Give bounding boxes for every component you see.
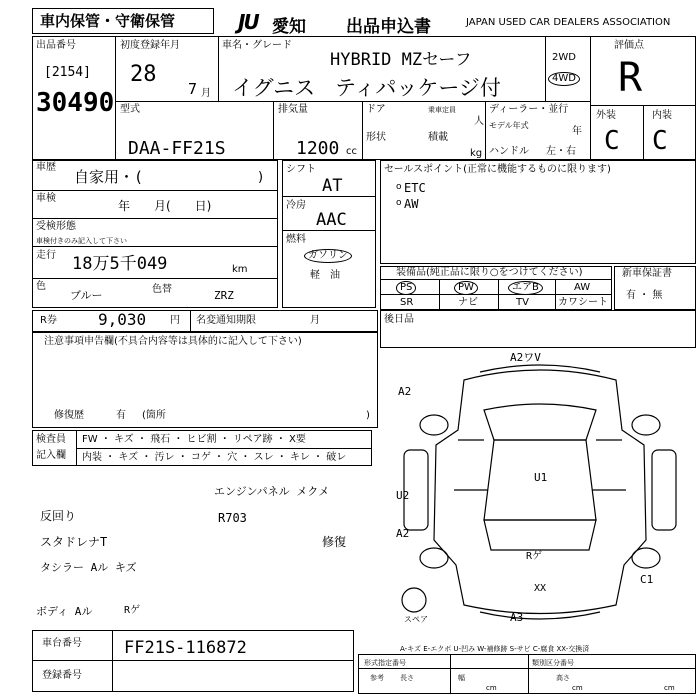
repair-location: (箇所 bbox=[142, 410, 166, 421]
note-2: スタドレナT bbox=[40, 535, 108, 549]
recycle-unit: 円 bbox=[170, 315, 180, 326]
mileage-unit: km bbox=[232, 264, 248, 275]
form-number-label: 形式指定番号 bbox=[364, 659, 406, 667]
spare-label: スペア bbox=[404, 615, 428, 624]
mileage-label: 走行 bbox=[36, 250, 56, 261]
model-year-label: モデル年式 bbox=[489, 121, 529, 130]
notice-unit: 月 bbox=[310, 315, 320, 326]
car-package: ティパッケージ付 bbox=[335, 76, 501, 100]
bullet-icon: o bbox=[396, 198, 402, 208]
cooling-value: AAC bbox=[316, 210, 347, 230]
model-code: DAA-FF21S bbox=[128, 138, 226, 159]
load-label: 積載 bbox=[428, 132, 448, 143]
class-number-label: 類別区分番号 bbox=[532, 659, 574, 667]
car-damage-diagram bbox=[384, 350, 696, 640]
interior-grade: C bbox=[652, 126, 668, 156]
note-1: 反回り bbox=[40, 509, 77, 523]
warranty-label: 新車保証書 bbox=[622, 268, 672, 279]
inspector-label: 検査員 bbox=[36, 434, 66, 445]
drive-2wd: 2WD bbox=[552, 52, 576, 63]
logo-text: 愛知 bbox=[272, 17, 306, 37]
note-4b: Rゲ bbox=[124, 605, 141, 616]
width-label: 幅 bbox=[458, 674, 465, 682]
bullet-icon: o bbox=[396, 182, 402, 192]
lot-number: 30490 bbox=[36, 88, 115, 118]
fuel-label: 燃料 bbox=[286, 234, 306, 245]
equip-pw: PW bbox=[454, 281, 478, 295]
handle-label: ハンドル bbox=[489, 146, 529, 157]
registration-label: 初度登録年月 bbox=[120, 40, 180, 51]
inspector-fw-row: FW ・ キズ ・ 飛石 ・ ヒビ割 ・ リペア跡 ・ X要 bbox=[82, 434, 306, 445]
model-label: 型式 bbox=[120, 104, 140, 115]
mark-left-front: A2 bbox=[398, 385, 412, 398]
exterior-label: 外装 bbox=[596, 110, 616, 121]
note-4: ボディ Aル bbox=[36, 605, 93, 618]
mark-front: A2ワV bbox=[510, 351, 541, 364]
after-items-block bbox=[380, 310, 696, 348]
equip-leather-seat: カワシート bbox=[558, 297, 608, 308]
recycle-label: R券 bbox=[40, 315, 57, 326]
fuel-value: ガソリン bbox=[304, 249, 352, 263]
car-name: イグニス bbox=[232, 76, 316, 100]
note-3: タシラー Aル キズ bbox=[40, 561, 137, 574]
recycle-value: 9,030 bbox=[98, 310, 147, 329]
chassis-label: 車台番号 bbox=[42, 638, 82, 649]
equip-navi: ナビ bbox=[458, 297, 478, 308]
mark-right-rear: C1 bbox=[640, 573, 654, 586]
repair-label: 修復歴 bbox=[54, 410, 84, 421]
length-label: 長さ bbox=[400, 674, 414, 682]
equip-airbag: エアB bbox=[508, 281, 543, 295]
doors-label: ドア bbox=[366, 104, 386, 115]
interior-label: 内装 bbox=[652, 110, 672, 121]
exterior-grade: C bbox=[604, 126, 620, 156]
repair-value: 有 bbox=[116, 410, 126, 421]
car-grade: HYBRID MZセーフ bbox=[330, 50, 472, 70]
ref-label: 参考 bbox=[370, 674, 384, 682]
fuel-alt: 軽 油 bbox=[310, 270, 340, 281]
form-note: 車検付きのみ記入して下さい bbox=[36, 237, 127, 245]
equip-tv: TV bbox=[516, 297, 529, 308]
drive-4wd: 4WD bbox=[548, 72, 580, 86]
equipment-label: 装備品(純正品に限り○をつけてください) bbox=[396, 267, 583, 278]
repair-close: ) bbox=[366, 410, 370, 421]
note-2b: 修復 bbox=[322, 535, 347, 549]
remarks-header: 注意事項申告欄(不具合内容等は具体的に記入して下さい) bbox=[44, 336, 302, 347]
color-label: 色 bbox=[36, 281, 46, 292]
storage-tag: 車内保管・守衛保管 bbox=[40, 12, 176, 30]
dealer-label: ディーラー・並行 bbox=[489, 104, 569, 115]
history-value: 自家用・( bbox=[74, 168, 144, 186]
mark-left-rear: A2 bbox=[396, 527, 410, 540]
registration-month: 7 bbox=[188, 80, 198, 98]
registration-year: 28 bbox=[130, 62, 157, 87]
mark-rear-replaced: XX bbox=[534, 583, 547, 594]
note-1b: R703 bbox=[218, 511, 247, 525]
association-name: JAPAN USED CAR DEALERS ASSOCIATION bbox=[466, 17, 671, 28]
note-engine: エンジンパネル メクメ bbox=[214, 485, 330, 498]
color-change-label: 色替 bbox=[152, 284, 172, 295]
depth-unit: cm bbox=[664, 684, 675, 692]
registration-month-suffix: 月 bbox=[201, 88, 211, 99]
inspection-fields: 年 月( 日) bbox=[118, 199, 212, 213]
mark-rear-bumper: A3 bbox=[510, 611, 524, 624]
height-label: 高さ bbox=[556, 674, 570, 682]
cooling-label: 冷房 bbox=[286, 200, 306, 211]
length-unit: cm bbox=[486, 684, 497, 692]
color-value: ブルー bbox=[70, 289, 103, 302]
chassis-value: FF21S-116872 bbox=[124, 638, 247, 658]
history-label: 車歴 bbox=[36, 162, 56, 173]
mileage-value: 18万5千049 bbox=[72, 254, 168, 274]
lot-bracket-number: [2154] bbox=[44, 65, 91, 80]
inspector-interior-row: 内装 ・ キズ ・ 汚レ ・ コゲ ・ 穴 ・ スレ ・ キレ ・ 破レ bbox=[82, 452, 347, 463]
notice-label: 名変通知期限 bbox=[196, 315, 256, 326]
ju-logo: JU bbox=[238, 10, 258, 34]
shift-value: AT bbox=[322, 176, 343, 196]
inspector-label-2: 記入欄 bbox=[36, 450, 66, 461]
capacity-label: 乗車定員 bbox=[428, 106, 456, 114]
damage-legend: A-キズ E-エクボ U-凹み W-補修跡 S-サビ C-腐食 XX-交換済 bbox=[400, 645, 590, 653]
person-unit: 人 bbox=[474, 116, 484, 127]
color-code: ZRZ bbox=[214, 289, 234, 302]
after-items-label: 後日品 bbox=[384, 314, 414, 325]
equip-sr: SR bbox=[400, 297, 414, 308]
sales-point-aw: AW bbox=[404, 197, 419, 211]
load-unit: kg bbox=[470, 148, 483, 159]
rating-label: 評価点 bbox=[614, 40, 644, 51]
warranty-options: 有 ・ 無 bbox=[626, 290, 663, 301]
form-label: 受検形態 bbox=[36, 221, 76, 232]
displacement-unit: cc bbox=[346, 146, 357, 157]
mark-roof: U1 bbox=[534, 471, 548, 484]
equip-aw: AW bbox=[574, 282, 591, 293]
mark-left-mid: U2 bbox=[396, 489, 410, 502]
sales-points-label: セールスポイント(正常に機能するものに限ります) bbox=[384, 164, 611, 175]
form-title: 出品申込書 bbox=[346, 17, 431, 37]
displacement-value: 1200 bbox=[296, 138, 340, 159]
displacement-label: 排気量 bbox=[278, 104, 308, 115]
equip-ps: PS bbox=[396, 281, 416, 295]
mark-rear-window: Rゲ bbox=[526, 551, 543, 562]
shift-label: シフト bbox=[286, 164, 316, 175]
shape-label: 形状 bbox=[366, 132, 386, 143]
registration-number-label: 登録番号 bbox=[42, 670, 82, 681]
car-name-label: 車名・グレード bbox=[222, 40, 292, 51]
sales-point-etc: ETC bbox=[404, 181, 426, 195]
inspection-label: 車検 bbox=[36, 193, 56, 204]
model-year-unit: 年 bbox=[572, 126, 582, 137]
handle-options: 左・右 bbox=[546, 146, 576, 157]
rating-score: R bbox=[618, 55, 643, 101]
height-unit: cm bbox=[572, 684, 583, 692]
lot-label: 出品番号 bbox=[36, 40, 76, 51]
history-close: ) bbox=[258, 170, 264, 185]
